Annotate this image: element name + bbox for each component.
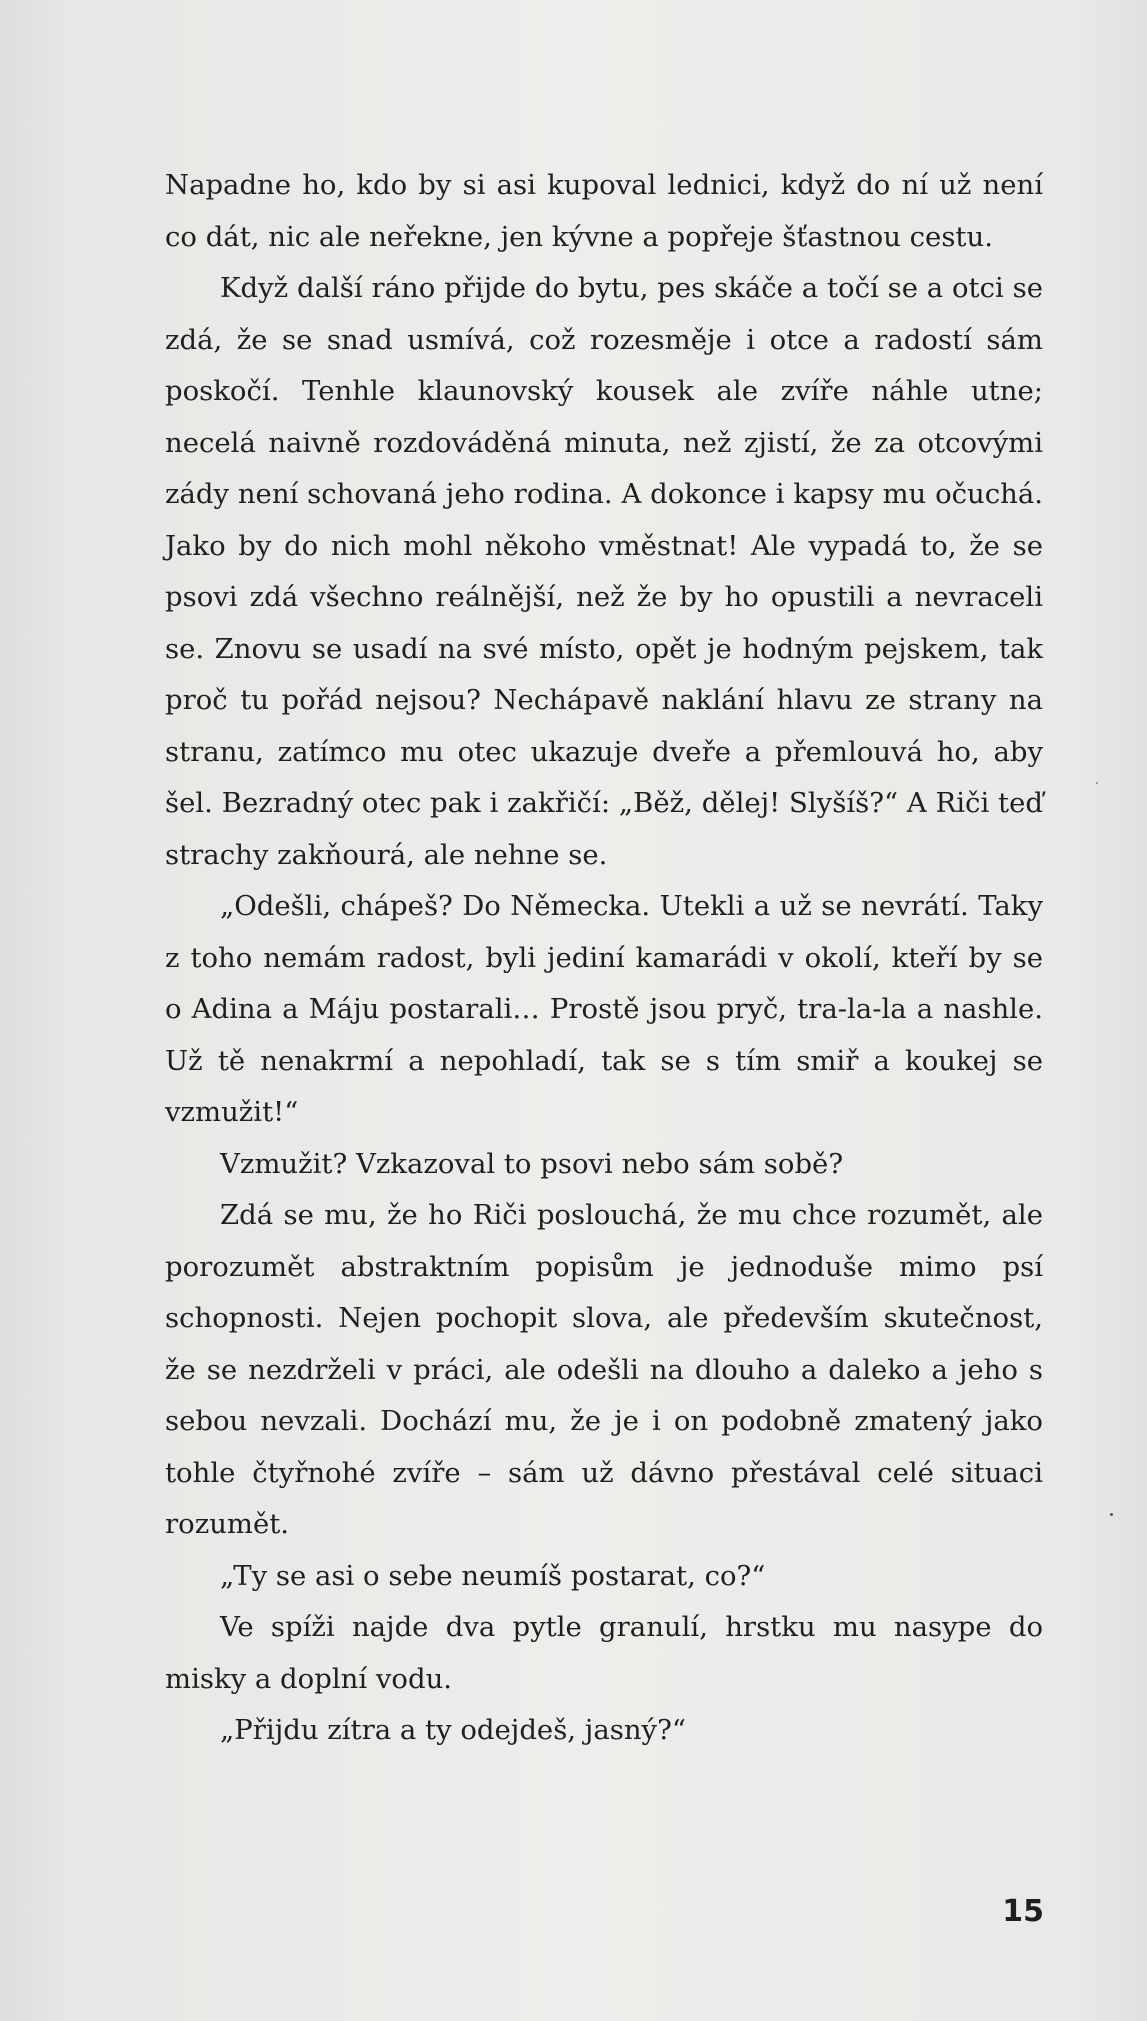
paragraph-3: „Odešli, chápeš? Do Německa. Utekli a už se nevrátí. Taky z toho nemám radost, byli jediní kamarádi v okolí, kteří by se o Adina a Máju postarali… Prostě jsou pryč, tra-la-la a nashle. Už tě nenakrmí a nepohladí, tak se s tím smiř a koukej se vzmužit!“ — [165, 890, 1043, 1128]
paragraph-6: „Ty se asi o sebe neumíš postarat, co?“ — [220, 1559, 766, 1592]
paper-speck — [1110, 1513, 1113, 1516]
page-number: 15 — [1002, 1894, 1044, 1929]
paragraph-2: Když další ráno přijde do bytu, pes skáče a točí se a otci se zdá, že se snad usmívá, což rozesměje i otce a radostí sám poskočí. Tenhle klaunovský kousek ale zvíře náhle utne; necelá naivně rozdováděná minuta, než zjistí, že za otcovými zády není schovaná jeho rodina. A dokonce i kapsy mu očuchá. Jako by do nich mohl někoho vměstnat! Ale vypadá to, že se psovi zdá všechno reálnější, než že by ho opustili a nevraceli se. Znovu se usadí na své místo, opět je hodným pejskem, tak proč tu pořád nejsou? Nechápavě naklání hlavu ze strany na stranu, zatímco mu otec ukazuje dveře a přemlouvá ho, aby šel. Bezradný otec pak i zakřičí: „Běž, dělej! Slyšíš?“ A Riči teď strachy zakňourá, ale nehne se. — [165, 272, 1043, 871]
paragraph-4: Vzmužit? Vzkazoval to psovi nebo sám sobě? — [220, 1147, 844, 1180]
body-text — [165, 160, 1043, 1757]
paragraph-7: Ve spíži najde dva pytle granulí, hrstku mu nasype do misky a doplní vodu. — [165, 1611, 1043, 1695]
paper-speck — [1096, 782, 1098, 784]
paragraph-5: Zdá se mu, že ho Riči poslouchá, že mu chce rozumět, ale porozumět abstraktním popisům je jednoduše mimo psí schopnosti. Nejen pochopit slova, ale především skutečnost, že se nezdrželi v práci, ale odešli na dlouho a daleko a jeho s sebou nevzali. Dochází mu, že je i on podobně zmatený jako tohle čtyřnohé zvíře – sám už dávno přestával celé situaci rozumět. — [165, 1199, 1043, 1540]
paragraph-8: „Přijdu zítra a ty odejdeš, jasný?“ — [220, 1714, 686, 1746]
paragraph-1: Napadne ho, kdo by si asi kupoval lednici, když do ní už není co dát, nic ale neřekne, jen kývne a popřeje šťastnou cestu. — [165, 169, 1043, 253]
